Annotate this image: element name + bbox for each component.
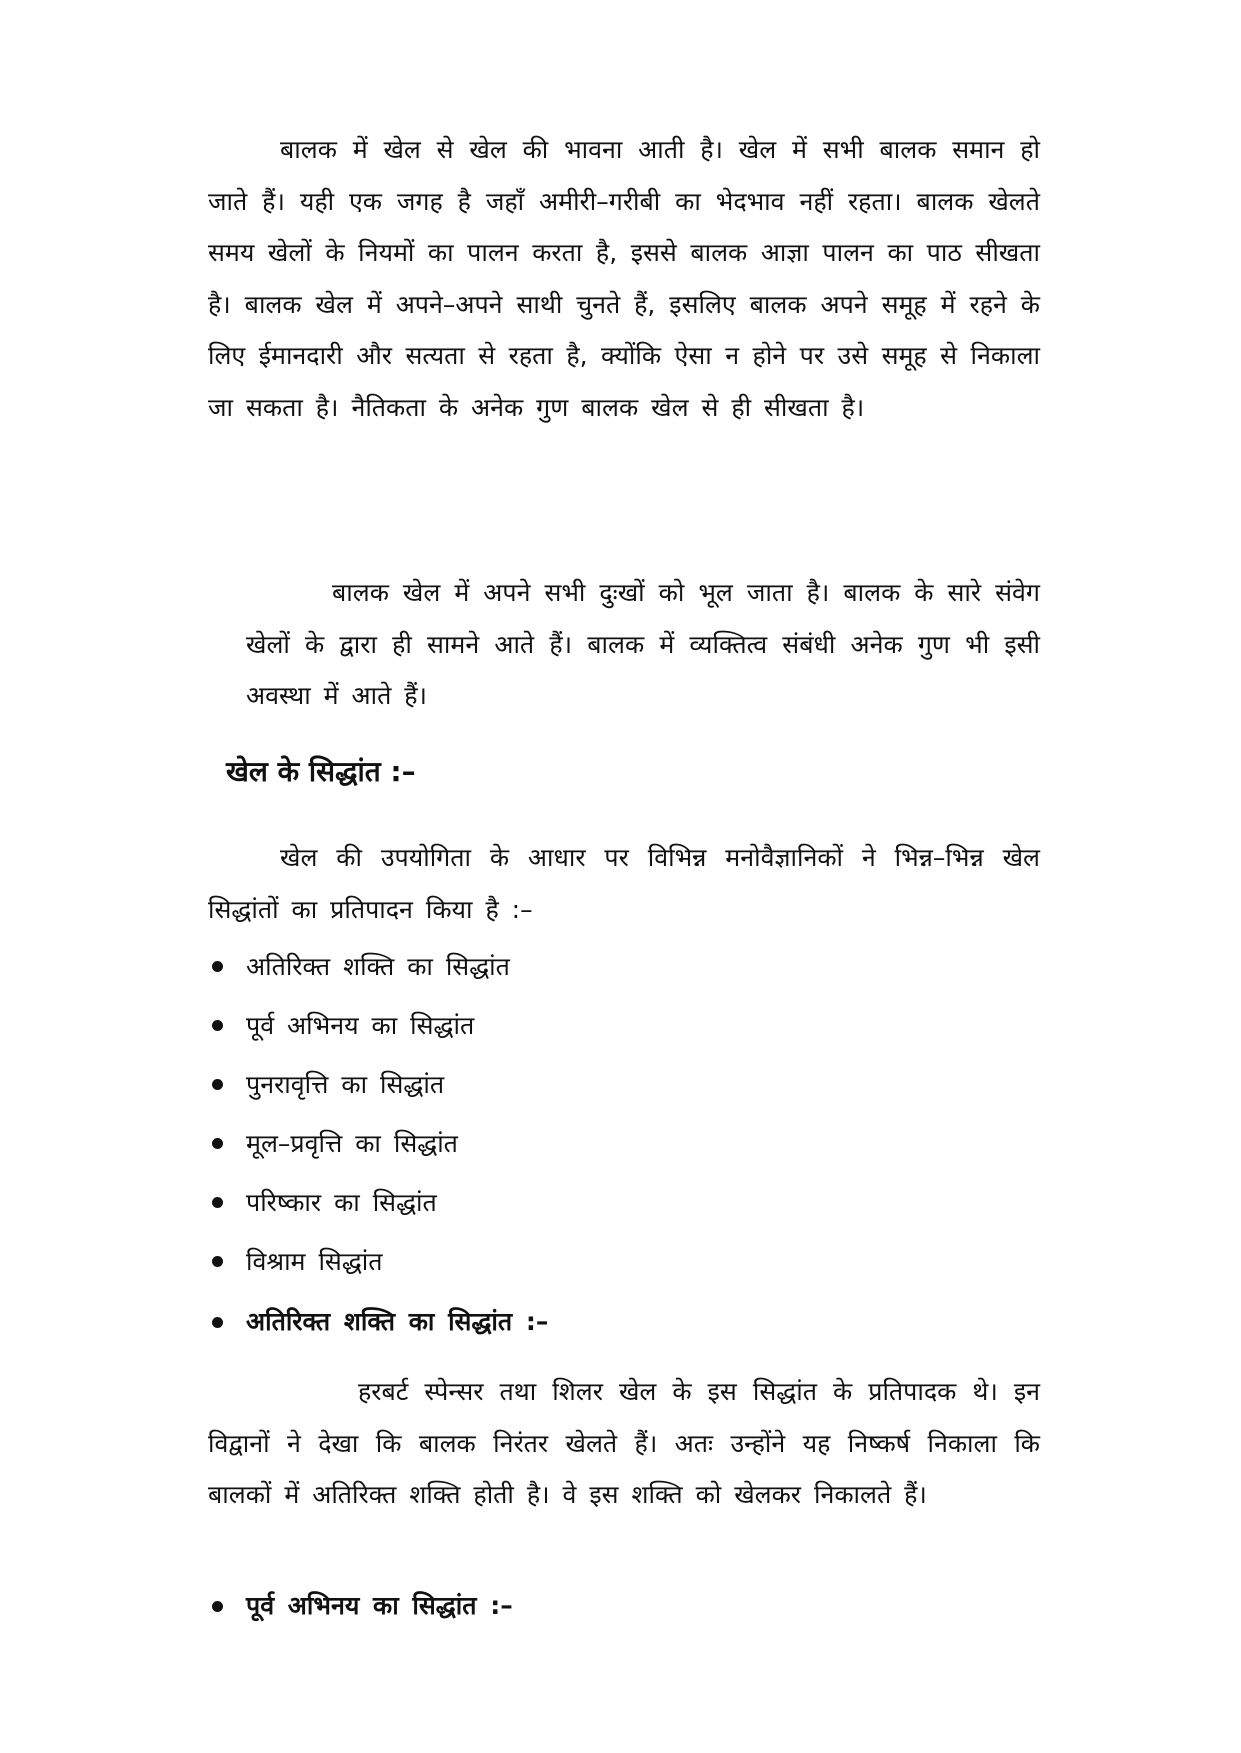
list-item-label: पुनरावृत्ति का सिद्धांत bbox=[246, 1070, 445, 1099]
list-item bbox=[208, 1124, 1040, 1183]
pre-exercise-heading bbox=[208, 1586, 513, 1626]
list-item bbox=[208, 1006, 1040, 1065]
surplus-energy-heading bbox=[208, 1302, 548, 1342]
bullet-icon bbox=[212, 1020, 223, 1031]
theories-intro-paragraph: खेल की उपयोगिता के आधार पर विभिन्न मनोवैज्ञानिकों ने भिन्न–भिन्न खेल सिद्धांतों का प्रतिपादन किया है :– bbox=[208, 843, 1040, 924]
list-item-label: मूल–प्रवृत्ति का सिद्धांत bbox=[246, 1129, 458, 1158]
emotions-paragraph: बालक खेल में अपने सभी दुःखों को भूल जाता है। बालक के सारे संवेग खेलों के द्वारा ही सामने आते हैं। बालक में व्यक्तित्व संबंधी अनेक गुण भी इसी अवस्था में आते हैं। bbox=[246, 578, 1040, 710]
bullet-icon bbox=[212, 961, 223, 972]
surplus-energy-paragraph: हरबर्ट स्पेन्सर तथा शिलर खेल के इस सिद्धांत के प्रतिपादक थे। इन विद्वानों ने देखा कि बालक निरंतर खेलते हैं। अतः उन्होंने यह निष्कर्ष निकाला कि बालकों में अतिरिक्त शक्ति होती है। वे इस शक्ति को खेलकर निकालते हैं। bbox=[208, 1377, 1040, 1509]
bullet-icon bbox=[212, 1079, 223, 1090]
bullet-icon bbox=[212, 1197, 223, 1208]
list-item-label: विश्राम सिद्धांत bbox=[246, 1247, 383, 1276]
list-item bbox=[208, 1183, 1040, 1242]
list-item bbox=[208, 947, 1040, 1006]
bullet-icon bbox=[212, 1138, 223, 1149]
surplus-energy-heading-label: अतिरिक्त शक्ति का सिद्धांत :– bbox=[246, 1307, 549, 1336]
section-heading: खेल के सिद्धांत :– bbox=[226, 755, 416, 788]
pre-exercise-heading-label: पूर्व अभिनय का सिद्धांत :– bbox=[246, 1591, 513, 1620]
list-item-label: पूर्व अभिनय का सिद्धांत bbox=[246, 1011, 475, 1040]
list-item bbox=[208, 1065, 1040, 1124]
list-item bbox=[208, 1242, 1040, 1301]
theories-list bbox=[208, 947, 1040, 1301]
intro-paragraph: बालक में खेल से खेल की भावना आती है। खेल में सभी बालक समान हो जाते हैं। यही एक जगह है जहाँ अमीरी–गरीबी का भेदभाव नहीं रहता। बालक खेलते समय खेलों के नियमों का पालन करता है, इससे बालक आज्ञा पालन का पाठ सीखता है। बालक खेल में अपने–अपने साथी चुनते हैं, इसलिए बालक अपने समूह में रहने के लिए ईमानदारी और सत्यता से रहता है, क्योंकि ऐसा न होने पर उसे समूह से निकाला जा सकता है। नैतिकता के अनेक गुण बालक खेल से ही सीखता है। bbox=[208, 135, 1040, 422]
list-item-label: अतिरिक्त शक्ति का सिद्धांत bbox=[246, 952, 510, 981]
bullet-icon bbox=[212, 1256, 223, 1267]
list-item-label: परिष्कार का सिद्धांत bbox=[246, 1188, 437, 1217]
bullet-icon bbox=[212, 1601, 223, 1612]
bullet-icon bbox=[212, 1317, 223, 1328]
